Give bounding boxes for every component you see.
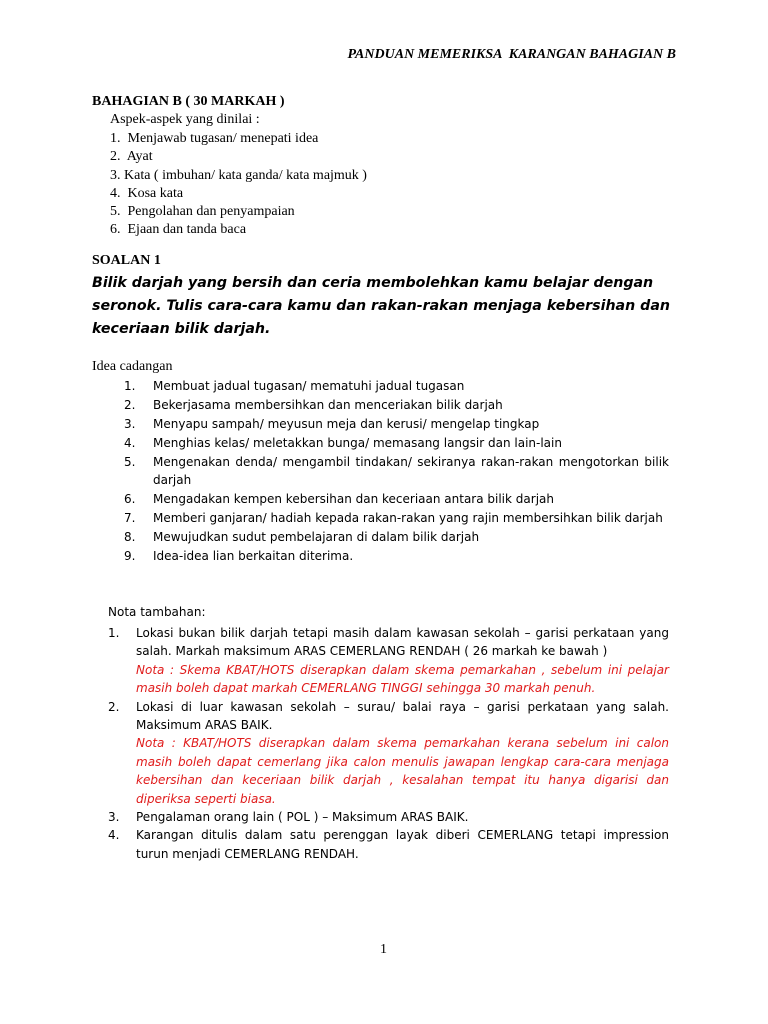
note-number: 2.	[108, 699, 120, 714]
idea-text: Mengadakan kempen kebersihan dan keceriaan antara bilik darjah	[153, 492, 554, 506]
aspect-item: 5. Pengolahan dan penyampaian	[110, 204, 295, 220]
idea-number: 2.	[124, 398, 136, 412]
note-item	[108, 826, 669, 863]
ideas-list	[124, 377, 669, 566]
idea-number: 8.	[124, 530, 136, 544]
idea-item	[124, 453, 669, 489]
note-number: 3.	[108, 810, 120, 825]
idea-number: 5.	[124, 455, 136, 469]
idea-text: Memberi ganjaran/ hadiah kepada rakan-rakan yang rajin membersihkan bilik darjah	[153, 511, 663, 525]
idea-number: 4.	[124, 436, 136, 450]
idea-item	[124, 434, 669, 452]
note-text: Lokasi di luar kawasan sekolah – surau/ balai raya – garisi perkataan yang salah. Maksimum ARAS BAIK.	[136, 699, 669, 733]
idea-text: Mengenakan denda/ mengambil tindakan/ sekiranya rakan-rakan mengotorkan bilik darjah	[153, 455, 669, 487]
idea-number: 6.	[124, 492, 136, 506]
idea-item	[124, 396, 669, 414]
notes-title: Nota tambahan:	[108, 605, 206, 619]
page-number: 1	[380, 942, 387, 957]
idea-item	[124, 377, 669, 395]
aspects-intro: Aspek-aspek yang dinilai :	[110, 112, 260, 127]
question-title: SOALAN 1	[92, 253, 161, 268]
notes-list	[108, 624, 669, 863]
idea-item	[124, 415, 669, 433]
idea-number: 3.	[124, 417, 136, 431]
note-item	[108, 808, 669, 826]
idea-number: 1.	[124, 379, 136, 393]
idea-item	[124, 547, 669, 565]
aspect-item: 4. Kosa kata	[110, 185, 184, 201]
idea-text: Idea-idea lian berkaitan diterima.	[153, 549, 354, 563]
aspect-item: 3. Kata ( imbuhan/ kata ganda/ kata majmuk )	[110, 167, 367, 183]
idea-text: Menyapu sampah/ meyusun meja dan kerusi/ mengelap tingkap	[153, 417, 540, 431]
idea-text: Membuat jadual tugasan/ mematuhi jadual tugasan	[153, 379, 465, 393]
aspect-item: 6. Ejaan dan tanda baca	[110, 222, 247, 238]
note-item	[108, 624, 669, 698]
section-heading: BAHAGIAN B ( 30 MARKAH )	[92, 94, 285, 109]
note-number: 4.	[108, 828, 120, 843]
idea-text: Bekerjasama membersihkan dan menceriakan bilik darjah	[153, 398, 503, 412]
aspect-item: 2. Ayat	[110, 149, 153, 165]
idea-number: 9.	[124, 549, 136, 563]
note-text: Lokasi bukan bilik darjah tetapi masih dalam kawasan sekolah – garisi perkataan yang salah. Markah maksimum ARAS CEMERLANG RENDAH ( 26 markah ke bawah )	[136, 626, 669, 659]
note-text: Karangan ditulis dalam satu perenggan layak diberi CEMERLANG tetapi impression turun menjadi CEMERLANG RENDAH.	[136, 828, 669, 861]
note-remark: Nota : KBAT/HOTS diserapkan dalam skema pemarkahan kerana sebelum ini calon masih boleh dapat cemerlang jika calon menulis jawapan lengkap cara-cara menjaga kebersihan dan keceriaan bilik darjah , kesalahan tempat itu hanya digarisi dan diperiksa seperti biasa.	[136, 736, 669, 806]
aspects-list	[110, 130, 367, 240]
idea-item	[124, 509, 669, 527]
idea-text: Mewujudkan sudut pembelajaran di dalam bilik darjah	[153, 530, 480, 544]
ideas-title: Idea cadangan	[92, 359, 173, 374]
page-header-title: PANDUAN MEMERIKSA KARANGAN BAHAGIAN B	[347, 47, 676, 62]
note-number: 1.	[108, 626, 120, 640]
idea-number: 7.	[124, 511, 136, 525]
idea-item	[124, 490, 669, 508]
idea-text: Menghias kelas/ meletakkan bunga/ memasang langsir dan lain-lain	[153, 436, 562, 450]
note-text: Pengalaman orang lain ( POL ) – Maksimum ARAS BAIK.	[136, 810, 469, 825]
note-item	[108, 698, 669, 808]
aspect-item: 1. Menjawab tugasan/ menepati idea	[110, 131, 319, 146]
note-remark: Nota : Skema KBAT/HOTS diserapkan dalam skema pemarkahan , sebelum ini pelajar masih boleh dapat markah CEMERLANG TINGGI sehingga 30 markah penuh.	[136, 662, 669, 696]
idea-item	[124, 528, 669, 546]
question-text: Bilik darjah yang bersih dan ceria membolehkan kamu belajar dengan seronok. Tulis cara-cara kamu dan rakan-rakan menjaga kebersihan dan keceriaan bilik darjah.	[92, 275, 670, 337]
